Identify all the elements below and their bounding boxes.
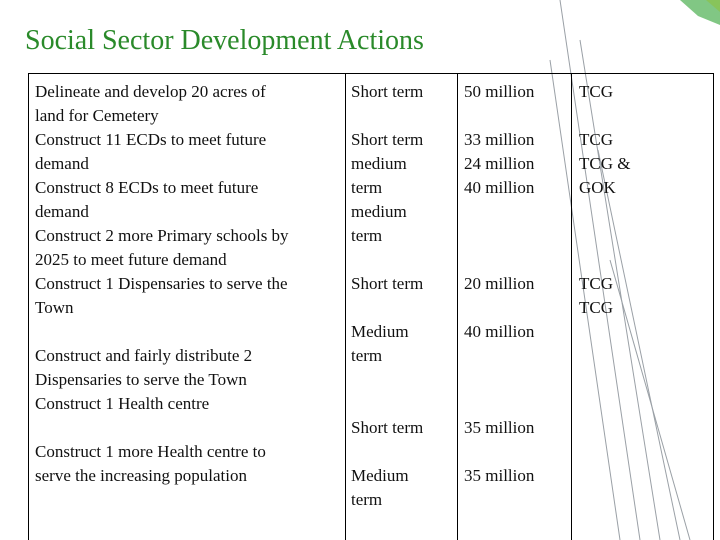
timeframe-line: Medium bbox=[351, 322, 409, 341]
action-line: demand bbox=[35, 154, 89, 173]
timeframe-column bbox=[351, 80, 423, 512]
action-line: Construct 1 Dispensaries to serve the bbox=[35, 274, 288, 293]
timeframe-line: term bbox=[351, 226, 383, 245]
column-divider bbox=[571, 74, 572, 540]
timeframe-line: medium bbox=[351, 202, 407, 221]
cost-line: 50 million bbox=[464, 82, 535, 101]
cost-line: 40 million bbox=[464, 178, 535, 197]
action-line: land for Cemetery bbox=[35, 106, 159, 125]
cost-line: 24 million bbox=[464, 154, 535, 173]
action-line: Delineate and develop 20 acres of bbox=[35, 82, 266, 101]
timeframe-line: Short term bbox=[351, 82, 424, 101]
cost-column bbox=[464, 80, 534, 488]
timeframe-line: term bbox=[351, 346, 383, 365]
implementer-line: TCG bbox=[579, 274, 613, 293]
timeframe-line: Short term bbox=[351, 130, 424, 149]
action-line: Construct and fairly distribute 2 bbox=[35, 346, 253, 365]
implementer-line: GOK bbox=[579, 178, 616, 197]
timeframe-line: term bbox=[351, 178, 383, 197]
cost-line: 20 million bbox=[464, 274, 535, 293]
action-line: Town bbox=[35, 298, 74, 317]
cost-line: 40 million bbox=[464, 322, 535, 341]
implementer-column bbox=[579, 80, 630, 320]
implementer-line: TCG bbox=[579, 298, 613, 317]
cost-line: 33 million bbox=[464, 130, 535, 149]
implementer-line: TCG bbox=[579, 130, 613, 149]
action-line: 2025 to meet future demand bbox=[35, 250, 227, 269]
slide-title: Social Sector Development Actions bbox=[25, 25, 424, 56]
column-divider bbox=[345, 74, 346, 540]
implementer-line: TCG & bbox=[579, 154, 631, 173]
action-line: demand bbox=[35, 202, 89, 221]
action-line: Construct 8 ECDs to meet future bbox=[35, 178, 259, 197]
action-line: Construct 11 ECDs to meet future bbox=[35, 130, 267, 149]
action-line: Construct 2 more Primary schools by bbox=[35, 226, 289, 245]
actions-table bbox=[28, 73, 714, 540]
timeframe-line: Medium bbox=[351, 466, 409, 485]
timeframe-line: medium bbox=[351, 154, 407, 173]
action-line: Construct 1 Health centre bbox=[35, 394, 210, 413]
action-line: Dispensaries to serve the Town bbox=[35, 370, 247, 389]
implementer-line: TCG bbox=[579, 82, 613, 101]
timeframe-line: term bbox=[351, 490, 383, 509]
action-line: serve the increasing population bbox=[35, 466, 247, 485]
timeframe-line: Short term bbox=[351, 274, 424, 293]
cost-line: 35 million bbox=[464, 418, 535, 437]
timeframe-line: Short term bbox=[351, 418, 424, 437]
column-divider bbox=[457, 74, 458, 540]
cost-line: 35 million bbox=[464, 466, 535, 485]
actions-column bbox=[35, 80, 289, 488]
action-line: Construct 1 more Health centre to bbox=[35, 442, 266, 461]
